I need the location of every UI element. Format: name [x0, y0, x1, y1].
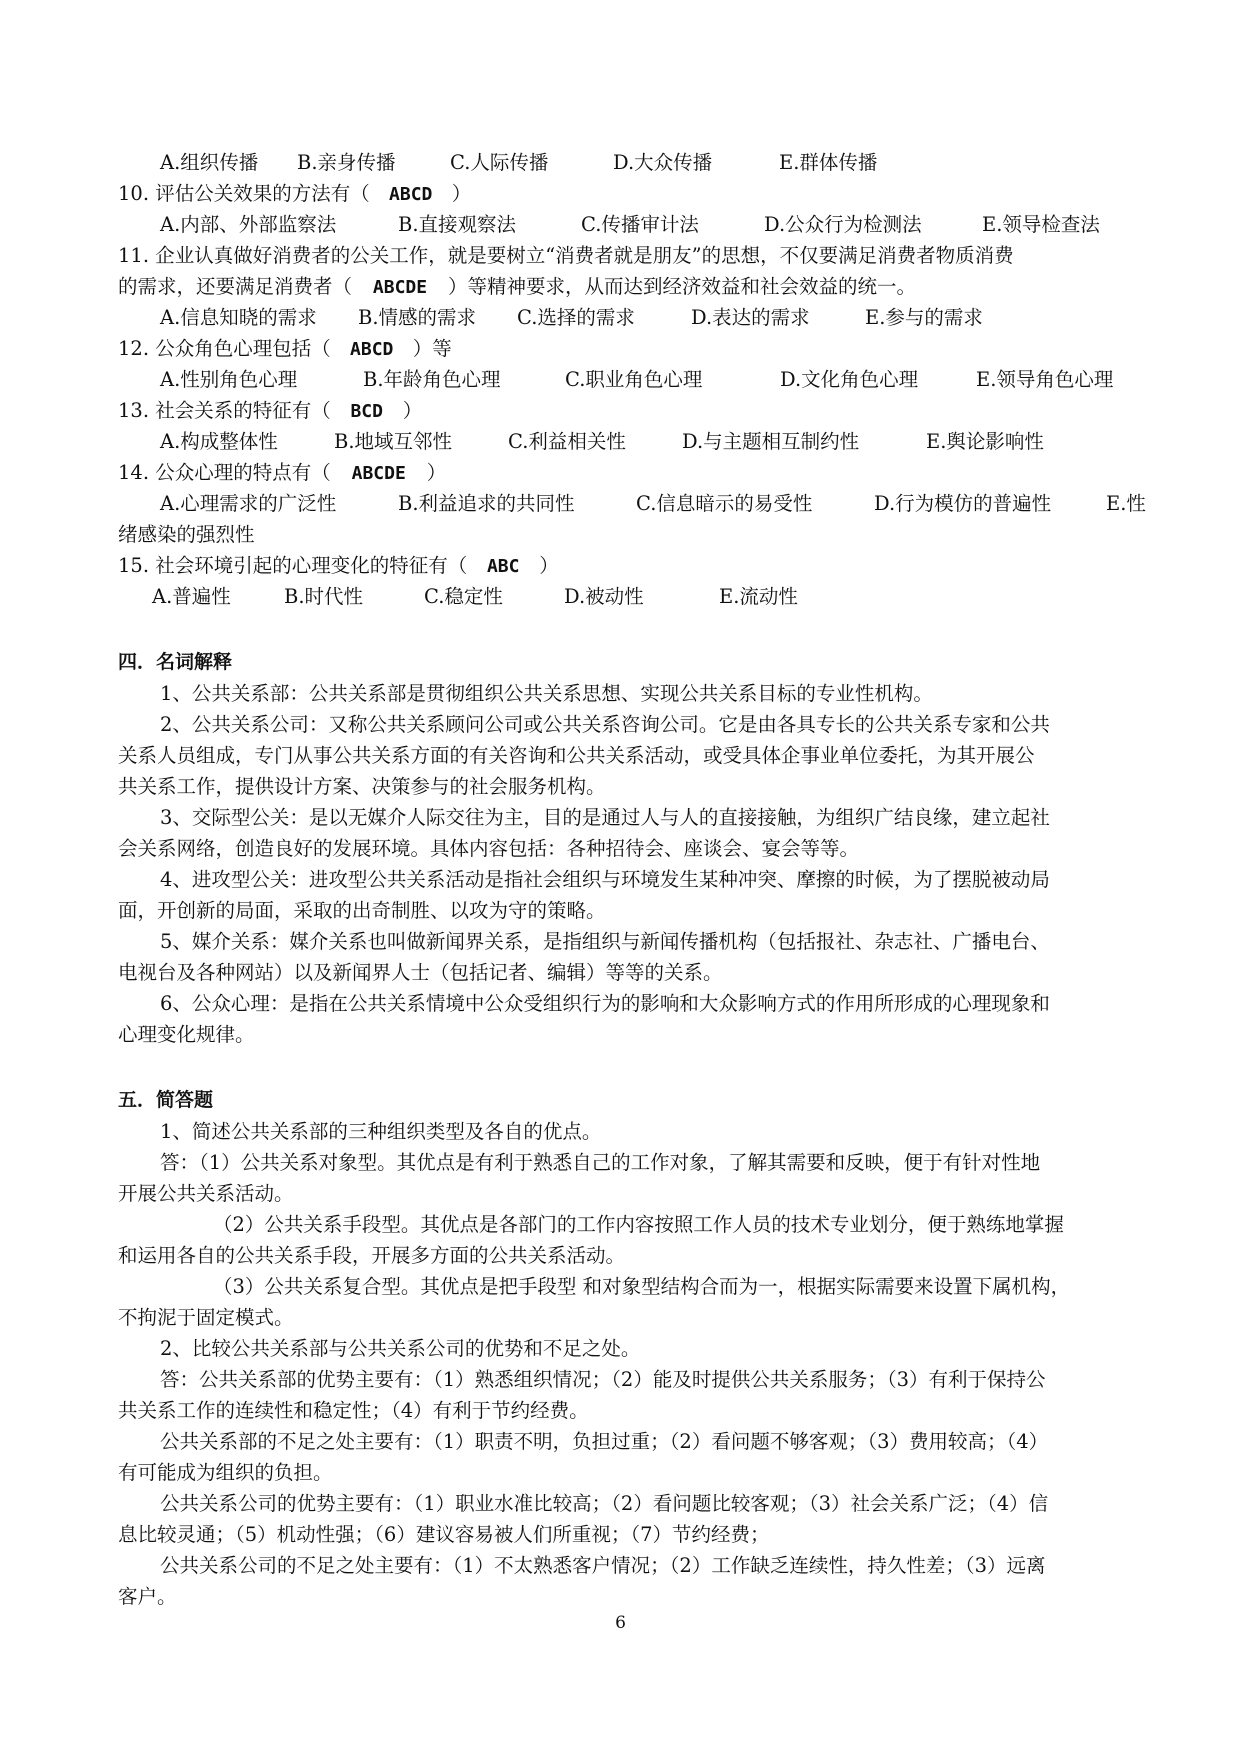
section-5-line-2: 答：（1）公共关系对象型。其优点是有利于熟悉自己的工作对象，了解其需要和反映，便于有针对性地	[160, 1151, 1041, 1174]
q9-option-b: B.亲身传播	[297, 151, 396, 174]
q10-option-c: C.传播审计法	[581, 213, 699, 236]
q10-text: 10. 评估公关效果的方法有（	[118, 182, 370, 205]
section-5-line-1: 1、简述公共关系部的三种组织类型及各自的优点。	[160, 1120, 602, 1143]
q11-line-1: 11. 企业认真做好消费者的公关工作，就是要树立“消费者就是朋友”的思想，不仅要满足消费者物质消费	[118, 244, 1014, 267]
section-5-line-13: 公共关系公司的优势主要有：（1）职业水准比较高；（2）看问题比较客观；（3）社会关系广泛；（4）信	[160, 1492, 1049, 1515]
section-4-title: 四．名词解释	[118, 651, 233, 673]
q11-options	[160, 302, 983, 333]
q13-question	[118, 395, 422, 426]
q14-option-a: A.心理需求的广泛性	[160, 492, 337, 515]
q15-option-a: A.普遍性	[152, 585, 231, 608]
section-4-line-8: 面，开创新的局面，采取的出奇制胜、以攻为守的策略。	[118, 899, 606, 922]
q10-answer: ABCD	[389, 184, 433, 205]
q13-options	[160, 426, 1044, 457]
q15-close: ）	[539, 554, 559, 577]
q12-answer: ABCD	[350, 339, 394, 360]
q15-option-b: B.时代性	[284, 585, 364, 608]
section-5-line-14: 息比较灵通；（5）机动性强；（6）建议容易被人们所重视；（7）节约经费；	[118, 1523, 770, 1546]
q12-text: 12. 公众角色心理包括（	[118, 337, 331, 360]
q11-answer: ABCDE	[372, 277, 428, 298]
q13-option-d: D.与主题相互制约性	[682, 430, 860, 453]
q14-option-c: C.信息暗示的易受性	[636, 492, 813, 515]
q15-answer: ABC	[486, 556, 520, 577]
section-4-line-6: 会关系网络，创造良好的发展环境。具体内容包括：各种招待会、座谈会、宴会等等。	[118, 837, 860, 860]
q14-option-b: B.利益追求的共同性	[398, 492, 575, 515]
section-4-line-10: 电视台及各种网站）以及新闻界人士（包括记者、编辑）等等的关系。	[118, 961, 723, 984]
q13-option-a: A.构成整体性	[160, 430, 278, 453]
q14-answer: ABCDE	[351, 463, 406, 484]
q13-answer: BCD	[350, 401, 383, 422]
section-4-line-1: 1、公共关系部：公共关系部是贯彻组织公共关系思想、实现公共关系目标的专业性机构。	[160, 682, 933, 705]
q13-close: ）	[402, 399, 423, 422]
q15-option-c: C.稳定性	[424, 585, 503, 608]
section-4-line-2: 2、公共关系公司：又称公共关系顾问公司或公共关系咨询公司。它是由各具专长的公共关系专家和公共	[160, 713, 1050, 736]
q11-option-b: B.情感的需求	[358, 306, 477, 329]
q14-text: 14. 公众心理的特点有（	[118, 461, 331, 484]
section-5-line-4: （2）公共关系手段型。其优点是各部门的工作内容按照工作人员的技术专业划分，便于熟练地掌握	[213, 1213, 1064, 1236]
q10-option-a: A.内部、外部监察法	[160, 213, 337, 236]
q14-option-d: D.行为模仿的普遍性	[874, 492, 1052, 515]
section-4-line-5: 3、交际型公关：是以无媒介人际交往为主，目的是通过人与人的直接接触，为组织广结良缘，建立起社	[160, 806, 1050, 829]
section-5-line-11: 公共关系部的不足之处主要有：（1）职责不明，负担过重；（2）看问题不够客观；（3）费用较高；（4）	[160, 1430, 1049, 1453]
q14-question	[118, 457, 446, 488]
section-5-line-10: 共关系工作的连续性和稳定性；（4）有利于节约经费。	[118, 1399, 589, 1422]
section-5-title: 五．简答题	[118, 1089, 214, 1111]
q11-option-e: E.参与的需求	[865, 306, 983, 329]
q14-option-e: E.性	[1106, 492, 1146, 515]
q10-option-b: B.直接观察法	[398, 213, 517, 236]
q9-option-d: D.大众传播	[613, 151, 713, 174]
section-5-line-12: 有可能成为组织的负担。	[118, 1461, 333, 1484]
q11-option-c: C.选择的需求	[517, 306, 635, 329]
q13-option-e: E.舆论影响性	[926, 430, 1044, 453]
section-5-line-16: 客户。	[118, 1585, 177, 1608]
q9-option-e: E.群体传播	[779, 151, 878, 174]
section-5-line-8: 2、比较公共关系部与公共关系公司的优势和不足之处。	[160, 1337, 641, 1360]
section-5-line-5: 和运用各自的公共关系手段，开展多方面的公共关系活动。	[118, 1244, 626, 1267]
section-4-line-3: 关系人员组成，专门从事公共关系方面的有关咨询和公共关系活动，或受具体企事业单位委托，为其开展公	[118, 744, 1035, 767]
section-5-line-7: 不拘泥于固定模式。	[118, 1306, 294, 1329]
q10-close: ）	[451, 182, 472, 205]
page-number: 6	[615, 1613, 626, 1633]
q9-options	[160, 147, 877, 178]
q11-line-2	[118, 271, 916, 302]
q10-question	[118, 178, 471, 209]
q14-close: ）	[426, 461, 447, 484]
q12-option-c: C.职业角色心理	[565, 368, 703, 391]
section-5-line-6: （3）公共关系复合型。其优点是把手段型 和对象型结构合而为一，根据实际需要来设置下属机构，	[213, 1275, 1071, 1298]
q14-options	[160, 488, 1146, 519]
q13-option-b: B.地域互邻性	[334, 430, 453, 453]
section-5-line-9: 答：公共关系部的优势主要有：（1）熟悉组织情况；（2）能及时提供公共关系服务；（3）有利于保持公	[160, 1368, 1046, 1391]
section-5-line-15: 公共关系公司的不足之处主要有：（1）不太熟悉客户情况；（2）工作缺乏连续性，持久性差；（3）远离	[160, 1554, 1046, 1577]
q15-text: 15. 社会环境引起的心理变化的特征有（	[118, 554, 468, 577]
q10-option-d: D.公众行为检测法	[764, 213, 922, 236]
q13-text: 13. 社会关系的特征有（	[118, 399, 331, 422]
q12-question	[118, 333, 452, 364]
q11-option-a: A.信息知晓的需求	[160, 306, 317, 329]
section-4-line-7: 4、进攻型公关：进攻型公共关系活动是指社会组织与环境发生某种冲突、摩擦的时候，为了摆脱被动局	[160, 868, 1050, 891]
section-4-line-9: 5、媒介关系：媒介关系也叫做新闻界关系，是指组织与新闻传播机构（包括报社、杂志社、广播电台、	[160, 930, 1050, 953]
q11-option-d: D.表达的需求	[691, 306, 810, 329]
section-4-line-11: 6、公众心理：是指在公共关系情境中公众受组织行为的影响和大众影响方式的作用所形成的心理现象和	[160, 992, 1050, 1015]
q12-option-d: D.文化角色心理	[780, 368, 919, 391]
q12-options	[160, 364, 1113, 395]
q14-option-e-continued: 绪感染的强烈性	[118, 523, 255, 546]
q15-option-e: E.流动性	[719, 585, 798, 608]
q12-option-a: A.性别角色心理	[160, 368, 298, 391]
q12-option-b: B.年龄角色心理	[363, 368, 501, 391]
q9-option-c: C.人际传播	[450, 151, 549, 174]
q10-options	[160, 209, 1100, 240]
q10-option-e: E.领导检查法	[982, 213, 1100, 236]
q9-option-a: A.组织传播	[160, 151, 259, 174]
section-4-line-4: 共关系工作，提供设计方案、决策参与的社会服务机构。	[118, 775, 606, 798]
q11-text-end: ）等精神要求，从而达到经济效益和社会效益的统一。	[448, 275, 917, 298]
q15-options	[152, 581, 798, 612]
q12-close: ）等	[412, 337, 452, 360]
q11-text: 的需求，还要满足消费者（	[118, 275, 353, 298]
section-5-line-3: 开展公共关系活动。	[118, 1182, 294, 1205]
q15-option-d: D.被动性	[564, 585, 644, 608]
q15-question	[118, 550, 559, 581]
q12-option-e: E.领导角色心理	[976, 368, 1114, 391]
q13-option-c: C.利益相关性	[508, 430, 626, 453]
section-4-line-12: 心理变化规律。	[118, 1023, 255, 1046]
